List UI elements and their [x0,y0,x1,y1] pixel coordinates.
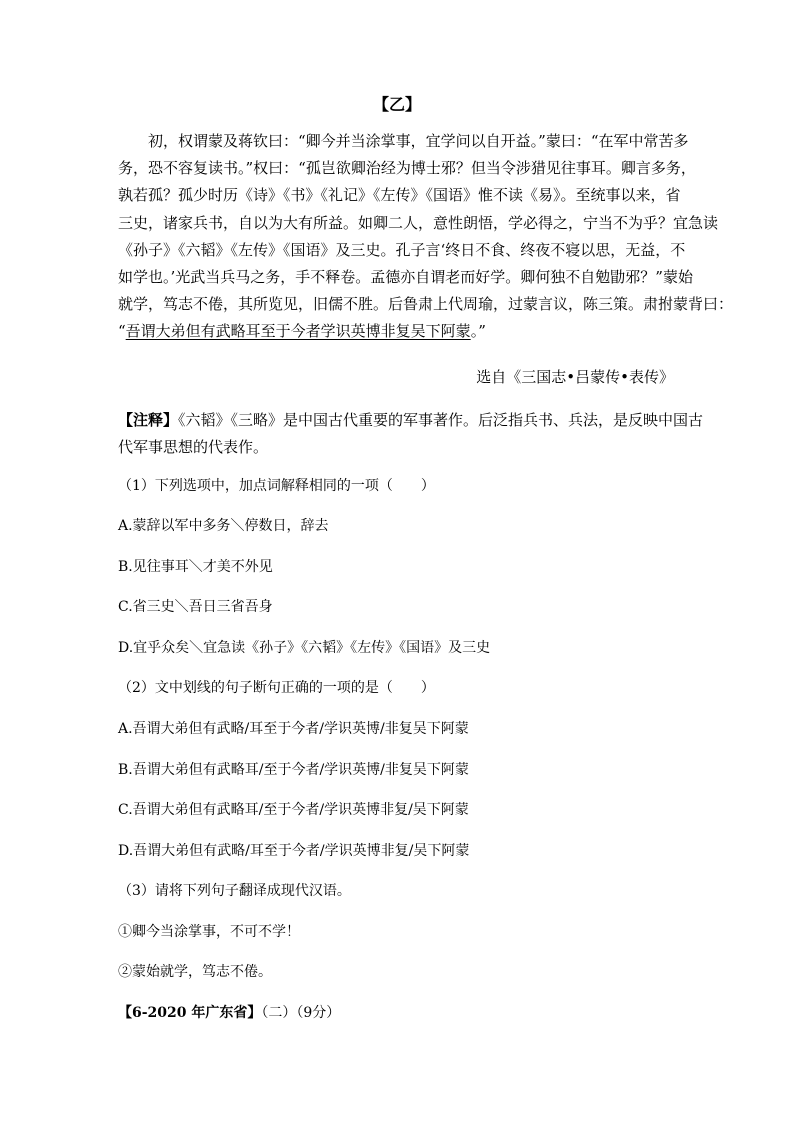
annotation-line [118,407,704,434]
question-1-option-c: C.省三史＼吾日三省吾身 [118,599,273,615]
question-2-option-b: B.吾谓大弟但有武略耳/至于今者/学识英博/非复吴下阿蒙 [118,762,469,778]
question-3-stem: （3）请将下列句子翻译成现代汉语。 [118,883,351,899]
question-1-option-a: A.蒙辞以军中多务＼停数日，辞去 [118,518,329,534]
passage-last-line [118,318,678,345]
next-section-heading [118,1003,340,1023]
source-citation: 选自《三国志•吕蒙传•表传》 [476,368,674,386]
next-section-rest: （二）（9分） [261,1005,341,1021]
passage-line: 孰若孤？孤少时历《诗》《书》《礼记》《左传》《国语》惟不读《易》。至统事以来，省 [118,186,681,205]
annotation-line: 代军事思想的代表作。 [118,438,269,457]
question-1-option-d: D.宜乎众矣＼宜急读《孙子》《六韬》《左传》《国语》及三史 [118,640,491,656]
annotation [118,407,704,461]
question-3-item-2: ②蒙始就学，笃志不倦。 [118,964,272,980]
quote-open: “ [118,322,126,341]
passage-line: 三史，诸家兵书，自以为大有所益。如卿二人，意性朗悟，学必得之，宁当不为乎？宜急读 [118,213,719,232]
passage-line: 务，恐不容复读书。”权曰：“孤岂欲卿治经为博士邪？但当令涉猎见往事耳。卿言多务， [118,159,696,178]
passage-line: 《孙子》《六韬》《左传》《国语》及三史。孔子言‘终日不食、终夜不寝以思，无益，不 [118,240,686,259]
question-2-option-d: D.吾谓大弟但有武略/耳至于今者/学识英博非复/吴下阿蒙 [118,843,470,859]
question-1-stem: （1）下列选项中，加点词解释相同的一项（ ） [118,478,435,494]
annotation-label: 【注释】 [118,411,179,429]
passage-line: 就学，笃志不倦，其所览见，旧儒不胜。后鲁肃上代周瑜，过蒙言议，陈三策。肃拊蒙背曰： [118,295,734,314]
quote-close: 。” [470,322,486,341]
question-1-option-b: B.见往事耳＼才美不外见 [118,559,273,575]
passage-line: 如学也。’光武当兵马之务，手不释卷。孟德亦自谓老而好学。卿何独不自勉勖邪？”蒙始 [118,267,693,286]
passage-line: 初，权谓蒙及蒋钦曰：“卿今并当涂掌事，宜学问以自开益。”蒙曰：“在军中常苦多 [148,132,689,150]
question-3-item-1: ①卿今当涂掌事，不可不学！ [118,924,300,940]
section-heading: 【乙】 [372,95,421,114]
question-2-option-a: A.吾谓大弟但有武略/耳至于今者/学识英博/非复吴下阿蒙 [118,721,469,737]
question-2-option-c: C.吾谓大弟但有武略耳/至于今者/学识英博非复/吴下阿蒙 [118,802,469,818]
underlined-sentence: 吾谓大弟但有武略耳至于今者学识英博非复吴下阿蒙 [125,322,471,341]
next-section-label: 【6-2020 年广东省】 [118,1005,262,1021]
question-2-stem: （2）文中划线的句子断句正确的一项的是（ ） [118,680,435,696]
annotation-text: 《六韬》《三略》是中国古代重要的军事著作。后泛指兵书、兵法，是反映中国古 [178,411,704,429]
classical-passage [118,128,734,346]
